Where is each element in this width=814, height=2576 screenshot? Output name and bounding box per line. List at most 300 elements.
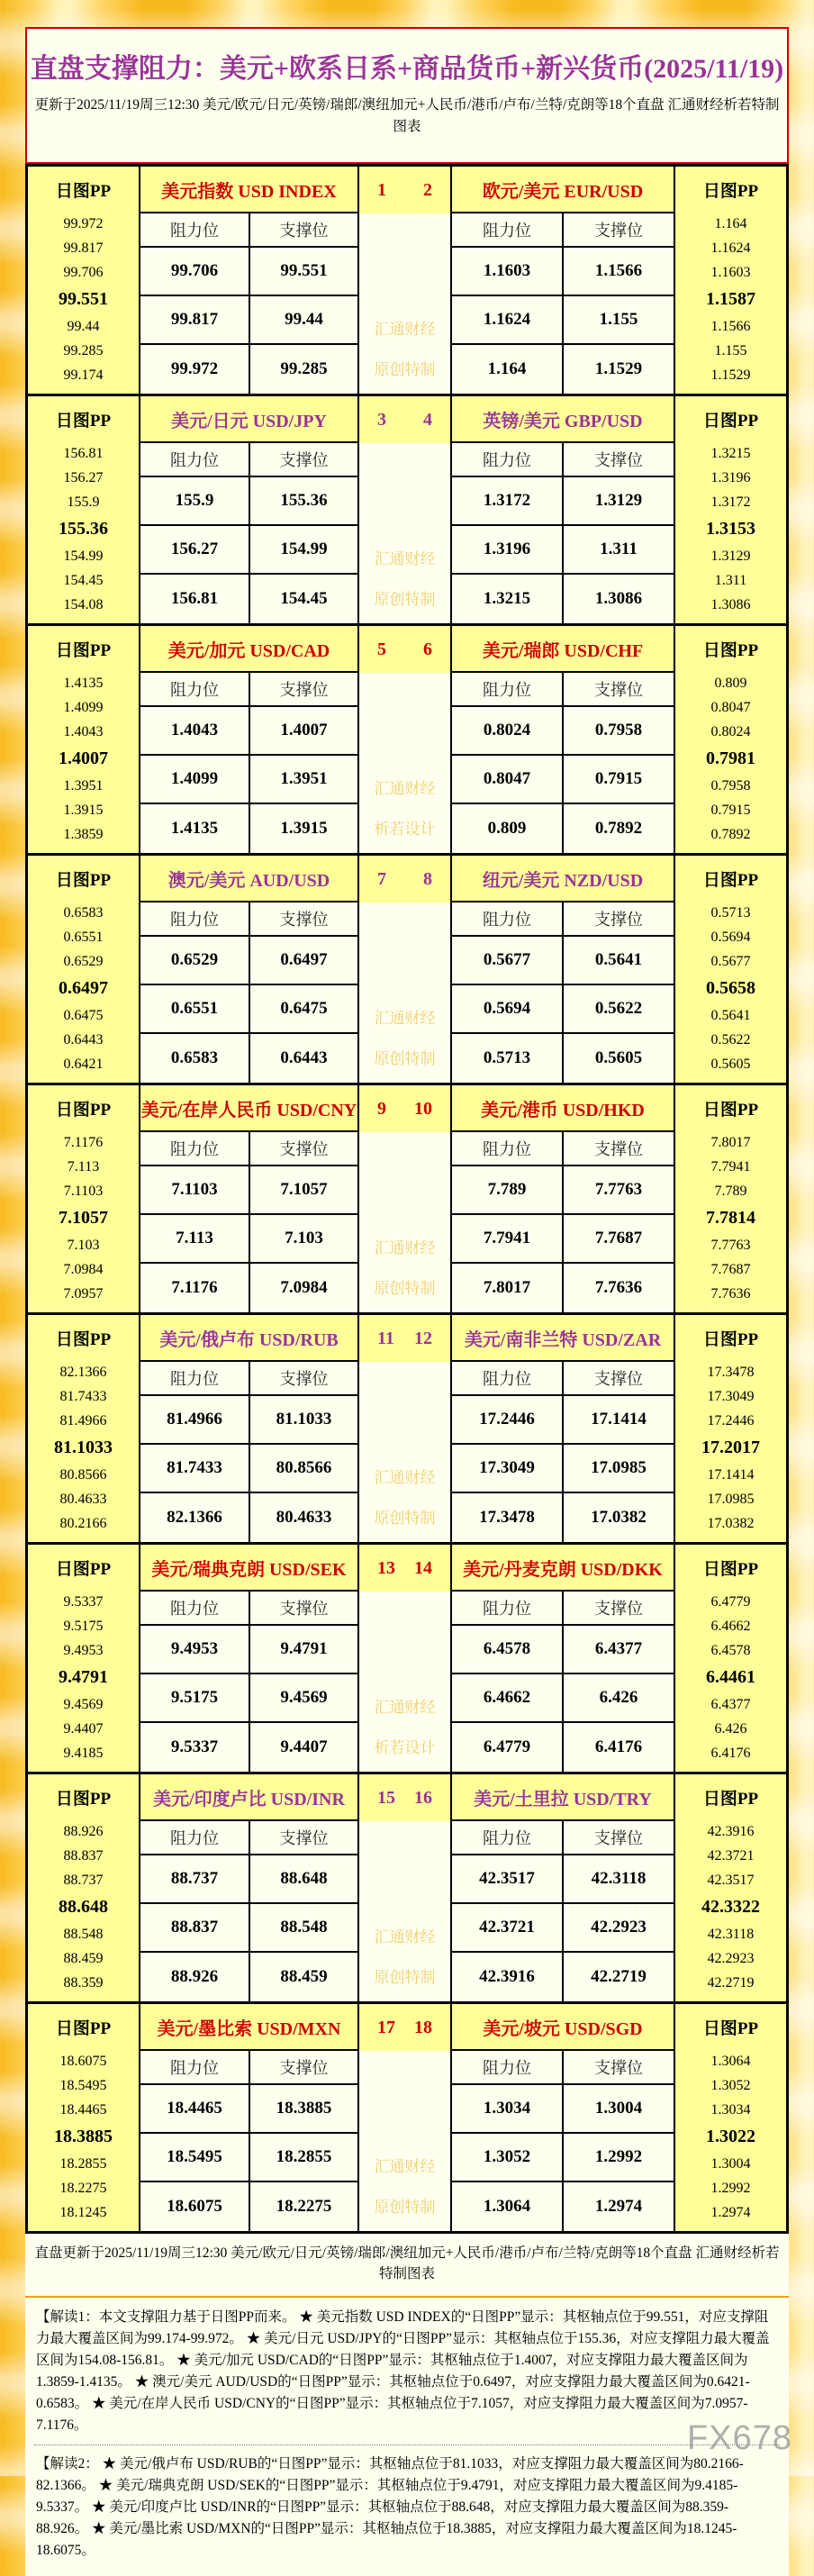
support-label: 支撑位 — [564, 903, 674, 937]
pair-title-left: 美元/印度卢比 USD/INR — [140, 1774, 357, 1821]
support-value: 0.5641 — [564, 937, 674, 985]
center-watermark — [357, 1362, 452, 1542]
section-number-left: 15 — [377, 1788, 395, 1809]
pp-value: 88.459 — [64, 1951, 104, 1967]
pair-title-left: 美元/瑞典克朗 USD/SEK — [140, 1545, 357, 1592]
pp-pivot-value: 155.36 — [59, 519, 108, 540]
center-watermark — [357, 1821, 452, 2001]
pp-value: 154.45 — [64, 573, 104, 589]
brand-watermark: FX678 — [687, 2419, 792, 2458]
resistance-label: 阻力位 — [452, 2051, 564, 2085]
pp-value: 88.926 — [64, 1824, 104, 1840]
pp-value: 7.7941 — [711, 1159, 751, 1175]
resistance-value: 42.3916 — [452, 1953, 564, 2001]
pp-value: 0.6551 — [64, 930, 104, 946]
section-numbers — [357, 2004, 452, 2051]
section-number-left: 3 — [377, 410, 386, 431]
pair-title-left: 美元指数 USD INDEX — [140, 167, 357, 213]
section-number-left: 9 — [377, 1099, 386, 1120]
support-label: 支撑位 — [250, 673, 357, 707]
support-value: 6.4176 — [564, 1723, 674, 1772]
currency-section — [28, 167, 786, 394]
pair-title-right: 英镑/美元 GBP/USD — [452, 396, 674, 443]
resistance-label: 阻力位 — [452, 443, 564, 477]
support-value: 1.1566 — [564, 248, 674, 296]
support-label: 支撑位 — [564, 1592, 674, 1626]
pp-value: 0.8024 — [711, 724, 751, 740]
pair-title-left: 美元/俄卢布 USD/RUB — [140, 1315, 357, 1362]
watermark-line-1: 汇通财经 — [375, 1005, 436, 1028]
pair-title-left: 美元/加元 USD/CAD — [140, 626, 357, 673]
pp-pivot-value: 0.7981 — [706, 748, 755, 769]
pair-title-left: 美元/墨比索 USD/MXN — [140, 2004, 357, 2051]
pp-value: 7.1176 — [64, 1135, 103, 1151]
pp-value: 42.2923 — [708, 1951, 755, 1967]
section-number-left: 1 — [377, 180, 386, 201]
pair-title-right: 美元/土里拉 USD/TRY — [452, 1774, 674, 1821]
watermark-line-2: 析若设计 — [375, 1735, 436, 1757]
support-value: 0.6497 — [250, 937, 357, 985]
support-value: 7.0984 — [250, 1264, 357, 1312]
support-label: 支撑位 — [250, 1592, 357, 1626]
resistance-value: 0.6583 — [140, 1034, 250, 1083]
section-number-right: 18 — [414, 2018, 432, 2038]
support-value: 1.3915 — [250, 804, 357, 853]
pp-value: 0.6583 — [64, 905, 104, 921]
pp-column-left — [28, 167, 140, 394]
currency-section — [28, 1312, 786, 1542]
pp-column-header: 日图PP — [675, 626, 786, 671]
pp-values — [28, 1130, 139, 1312]
pp-values — [675, 441, 786, 623]
section-numbers — [357, 1774, 452, 1821]
support-value: 1.311 — [564, 526, 674, 575]
note-paragraph-2: 【解读2： ★ 美元/俄卢布 USD/RUB的“日图PP”显示：其枢轴点位于81.1033，对应支撑阻力最大覆盖区间为80.2166-82.1366。 ★ 美元/瑞典克朗 USD/SEK的“日图PP”显示：其枢轴点位于9.4791，对应支撑阻力最大覆盖区间为9.4185-9.5337。 ★ 美元/印度卢比 USD/INR的“日图PP”显示：其枢轴点位于88.648，对应支撑阻力最大覆盖区间为88.359-88.926。 ★ 美元/墨比索 USD/MXN的“日图PP”显示：其枢轴点位于18.3885，对应支撑阻力最大覆盖区间为18.1245-18.6075。 — [34, 2444, 780, 2566]
pp-value: 6.4662 — [711, 1619, 751, 1635]
resistance-value: 1.1603 — [452, 248, 564, 296]
resistance-value: 0.809 — [452, 804, 564, 853]
pp-values — [675, 1819, 786, 2001]
center-watermark — [357, 673, 452, 853]
pair-title-right: 美元/瑞郎 USD/CHF — [452, 626, 674, 673]
currency-section — [28, 623, 786, 853]
support-value: 17.1414 — [564, 1396, 674, 1445]
watermark-line-1: 汇通财经 — [375, 1924, 436, 1946]
center-watermark — [357, 1132, 452, 1312]
resistance-value: 18.5495 — [140, 2134, 250, 2182]
pp-value: 80.8566 — [60, 1467, 107, 1483]
resistance-value: 1.4043 — [140, 707, 250, 756]
section-numbers — [357, 1545, 452, 1592]
watermark-line-2: 原创特制 — [375, 586, 436, 609]
pp-column-header: 日图PP — [28, 1315, 139, 1360]
pp-value: 0.7892 — [711, 827, 751, 843]
support-label: 支撑位 — [564, 2051, 674, 2085]
resistance-label: 阻力位 — [452, 1362, 564, 1396]
pp-values — [28, 2049, 139, 2231]
support-label: 支撑位 — [564, 673, 674, 707]
center-watermark — [357, 2051, 452, 2231]
watermark-line-2: 析若设计 — [375, 816, 436, 839]
support-value: 6.426 — [564, 1674, 674, 1723]
pp-column-right — [674, 626, 786, 853]
watermark-line-1: 汇通财经 — [375, 1465, 436, 1487]
pp-column-header: 日图PP — [28, 1085, 139, 1130]
resistance-label: 阻力位 — [140, 1362, 250, 1396]
watermark-line-1: 汇通财经 — [375, 1694, 436, 1717]
support-value: 7.7687 — [564, 1215, 674, 1264]
resistance-label: 阻力位 — [140, 903, 250, 937]
support-value: 0.7915 — [564, 756, 674, 804]
support-value: 81.1033 — [250, 1396, 357, 1445]
support-value: 154.45 — [250, 575, 357, 623]
pp-value: 1.155 — [715, 343, 747, 359]
table-footer-line: 直盘更新于2025/11/19周三12:30 美元/欧元/日元/英镑/瑞郎/澳纽加元+人民币/港币/卢布/兰特/克朗等18个直盘 汇通财经析若特制图表 — [25, 2234, 789, 2296]
pp-values — [675, 212, 786, 394]
pp-column-right — [674, 1085, 786, 1312]
resistance-value: 6.4779 — [452, 1723, 564, 1772]
resistance-value: 1.3034 — [452, 2085, 564, 2134]
pp-value: 1.311 — [715, 573, 746, 589]
section-numbers — [357, 167, 452, 213]
pp-value: 0.7915 — [711, 803, 751, 819]
pp-value: 1.3915 — [64, 803, 104, 819]
support-value: 0.7892 — [564, 804, 674, 853]
watermark-line-1: 汇通财经 — [375, 316, 436, 339]
resistance-value: 18.4465 — [140, 2085, 250, 2134]
pp-value: 17.1414 — [708, 1467, 755, 1483]
pp-column-left — [28, 626, 140, 853]
pp-value: 88.548 — [64, 1927, 104, 1943]
support-value: 9.4407 — [250, 1723, 357, 1772]
watermark-line-1: 汇通财经 — [375, 2154, 436, 2176]
resistance-value: 0.8047 — [452, 756, 564, 804]
section-number-right: 8 — [423, 869, 432, 890]
pp-column-header: 日图PP — [675, 2004, 786, 2049]
pp-value: 9.5175 — [64, 1619, 104, 1635]
pp-column-header: 日图PP — [675, 396, 786, 441]
pp-value: 42.2719 — [708, 1975, 755, 1991]
pp-column-header: 日图PP — [28, 626, 139, 671]
support-value: 80.4633 — [250, 1493, 357, 1542]
resistance-value: 17.3478 — [452, 1493, 564, 1542]
support-value: 99.44 — [250, 296, 357, 345]
pp-value: 0.6475 — [64, 1008, 104, 1024]
pp-column-right — [674, 1545, 786, 1772]
pp-value: 99.44 — [68, 319, 100, 335]
pp-value: 7.8017 — [711, 1135, 751, 1151]
resistance-value: 7.7941 — [452, 1215, 564, 1264]
content-frame — [25, 27, 789, 2576]
page-title: 直盘支撑阻力：美元+欧系日系+商品货币+新兴货币(2025/11/19) — [27, 54, 787, 84]
resistance-value: 99.972 — [140, 345, 250, 394]
pp-column-left — [28, 1545, 140, 1772]
support-value: 88.548 — [250, 1904, 357, 1953]
support-value: 9.4569 — [250, 1674, 357, 1723]
support-label: 支撑位 — [564, 1132, 674, 1166]
pp-values — [28, 901, 139, 1083]
watermark-line-1: 汇通财经 — [375, 546, 436, 568]
pp-value: 42.3517 — [708, 1873, 755, 1889]
pp-value: 1.3004 — [711, 2156, 751, 2172]
pp-value: 0.6529 — [64, 954, 104, 970]
resistance-value: 0.5694 — [452, 985, 564, 1034]
pp-value: 1.3129 — [711, 549, 751, 565]
resistance-value: 82.1366 — [140, 1493, 250, 1542]
support-value: 0.6475 — [250, 985, 357, 1034]
pp-value: 99.174 — [64, 367, 104, 384]
watermark-line-2: 原创特制 — [375, 1964, 436, 1987]
support-label: 支撑位 — [250, 903, 357, 937]
pair-title-right: 美元/南非兰特 USD/ZAR — [452, 1315, 674, 1362]
watermark-line-2: 原创特制 — [375, 1275, 436, 1298]
support-value: 88.459 — [250, 1953, 357, 2001]
pp-value: 17.3049 — [708, 1389, 755, 1405]
resistance-value: 17.3049 — [452, 1445, 564, 1493]
pp-value: 1.1603 — [711, 265, 751, 281]
support-value: 18.2855 — [250, 2134, 357, 2182]
pp-value: 9.4569 — [64, 1697, 104, 1713]
pair-title-right: 纽元/美元 NZD/USD — [452, 856, 674, 903]
center-watermark — [357, 1592, 452, 1772]
pp-value: 154.08 — [64, 597, 104, 613]
pp-value: 0.5694 — [711, 930, 751, 946]
pp-value: 155.9 — [68, 494, 100, 511]
section-number-right: 14 — [414, 1558, 432, 1579]
pp-value: 42.3721 — [708, 1848, 755, 1864]
pp-column-right — [674, 1315, 786, 1542]
pp-pivot-value: 1.3153 — [706, 519, 755, 540]
support-value: 1.2992 — [564, 2134, 674, 2182]
watermark-line-1: 汇通财经 — [375, 776, 436, 798]
pp-column-header: 日图PP — [675, 167, 786, 212]
pp-value: 9.4185 — [64, 1746, 104, 1762]
pp-value: 88.737 — [64, 1873, 104, 1889]
pp-column-left — [28, 1315, 140, 1542]
pp-value: 18.2275 — [60, 2181, 107, 2197]
resistance-label: 阻力位 — [452, 1821, 564, 1855]
pp-value: 0.809 — [715, 676, 747, 692]
support-value: 17.0382 — [564, 1493, 674, 1542]
resistance-label: 阻力位 — [452, 1592, 564, 1626]
pp-value: 0.5641 — [711, 1008, 751, 1024]
resistance-label: 阻力位 — [140, 213, 250, 248]
resistance-label: 阻力位 — [140, 1132, 250, 1166]
pp-value: 99.706 — [64, 265, 104, 281]
pp-value: 0.7958 — [711, 778, 751, 794]
pp-value: 0.6421 — [64, 1057, 104, 1073]
pp-pivot-value: 1.1587 — [706, 289, 755, 310]
section-number-left: 7 — [377, 869, 386, 890]
pp-column-left — [28, 856, 140, 1083]
pp-values — [28, 671, 139, 853]
support-label: 支撑位 — [564, 1362, 674, 1396]
support-value: 6.4377 — [564, 1626, 674, 1674]
resistance-label: 阻力位 — [140, 673, 250, 707]
pp-value: 88.359 — [64, 1975, 104, 1991]
support-value: 42.2923 — [564, 1904, 674, 1953]
pair-title-left: 美元/在岸人民币 USD/CNY — [140, 1085, 357, 1132]
pp-values — [28, 1590, 139, 1772]
resistance-value: 156.27 — [140, 526, 250, 575]
pp-value: 18.5495 — [60, 2078, 107, 2094]
pp-value: 9.4407 — [64, 1721, 104, 1737]
section-number-left: 5 — [377, 639, 386, 660]
pp-value: 80.2166 — [60, 1516, 107, 1532]
pp-column-right — [674, 2004, 786, 2231]
pp-value: 1.4099 — [64, 700, 104, 716]
resistance-value: 1.4099 — [140, 756, 250, 804]
support-value: 0.5622 — [564, 985, 674, 1034]
resistance-value: 0.6551 — [140, 985, 250, 1034]
pair-title-right: 美元/丹麦克朗 USD/DKK — [452, 1545, 674, 1592]
center-watermark — [357, 213, 452, 394]
resistance-value: 155.9 — [140, 477, 250, 526]
pp-value: 6.4578 — [711, 1643, 751, 1659]
pp-value: 0.5677 — [711, 954, 751, 970]
resistance-value: 81.4966 — [140, 1396, 250, 1445]
pp-column-left — [28, 1085, 140, 1312]
currency-section — [28, 1083, 786, 1312]
pp-values — [28, 212, 139, 394]
pp-value: 9.5337 — [64, 1594, 104, 1610]
resistance-value: 1.3172 — [452, 477, 564, 526]
pp-value: 6.4176 — [711, 1746, 751, 1762]
pp-value: 156.27 — [64, 470, 104, 486]
resistance-label: 阻力位 — [140, 1821, 250, 1855]
pp-pivot-value: 88.648 — [59, 1897, 108, 1918]
pp-value: 1.1566 — [711, 319, 751, 335]
pp-value: 1.164 — [715, 216, 747, 232]
support-label: 支撑位 — [564, 213, 674, 248]
resistance-value: 88.837 — [140, 1904, 250, 1953]
pp-values — [675, 1360, 786, 1542]
pp-column-header: 日图PP — [28, 2004, 139, 2049]
pp-value: 17.3478 — [708, 1365, 755, 1381]
section-number-right: 2 — [423, 180, 432, 201]
pp-value: 7.7763 — [711, 1238, 751, 1254]
section-numbers — [357, 856, 452, 903]
resistance-label: 阻力位 — [452, 1132, 564, 1166]
support-value: 1.3086 — [564, 575, 674, 623]
pp-value: 42.3916 — [708, 1824, 755, 1840]
pp-value: 1.4043 — [64, 724, 104, 740]
pp-values — [28, 1360, 139, 1542]
support-value: 42.2719 — [564, 1953, 674, 2001]
pp-column-right — [674, 167, 786, 394]
pp-value: 81.7433 — [60, 1389, 107, 1405]
support-label: 支撑位 — [250, 443, 357, 477]
pp-value: 80.4633 — [60, 1492, 107, 1508]
pp-column-right — [674, 396, 786, 623]
pp-value: 99.285 — [64, 343, 104, 359]
pp-pivot-value: 0.5658 — [706, 978, 755, 999]
support-value: 1.4007 — [250, 707, 357, 756]
pp-value: 1.3086 — [711, 597, 751, 613]
pp-value: 17.0382 — [708, 1516, 755, 1532]
pp-value: 0.5605 — [711, 1057, 751, 1073]
pp-value: 9.4953 — [64, 1643, 104, 1659]
support-value: 7.1057 — [250, 1166, 357, 1215]
section-numbers — [357, 1315, 452, 1362]
support-value: 0.7958 — [564, 707, 674, 756]
support-label: 支撑位 — [250, 1821, 357, 1855]
pp-value: 156.81 — [64, 446, 104, 462]
pp-value: 42.3118 — [708, 1927, 754, 1943]
pp-column-header: 日图PP — [675, 1085, 786, 1130]
support-label: 支撑位 — [250, 1362, 357, 1396]
support-value: 80.8566 — [250, 1445, 357, 1493]
pp-column-header: 日图PP — [28, 167, 139, 212]
resistance-value: 1.3196 — [452, 526, 564, 575]
resistance-value: 7.789 — [452, 1166, 564, 1215]
pp-value: 1.2974 — [711, 2205, 751, 2221]
pair-title-right: 欧元/美元 EUR/USD — [452, 167, 674, 213]
pp-value: 1.3052 — [711, 2078, 751, 2094]
pp-value: 7.113 — [68, 1159, 99, 1175]
pp-value: 1.3172 — [711, 494, 751, 511]
pp-value: 0.6443 — [64, 1032, 104, 1048]
section-number-left: 13 — [377, 1558, 395, 1579]
support-value: 17.0985 — [564, 1445, 674, 1493]
section-number-right: 6 — [423, 639, 432, 660]
pp-value: 18.4465 — [60, 2102, 107, 2118]
support-label: 支撑位 — [250, 213, 357, 248]
pp-column-header: 日图PP — [28, 856, 139, 901]
pp-pivot-value: 7.1057 — [59, 1208, 108, 1229]
resistance-label: 阻力位 — [140, 2051, 250, 2085]
section-number-right: 12 — [414, 1329, 432, 1349]
pp-pivot-value: 18.3885 — [54, 2127, 113, 2147]
resistance-value: 0.6529 — [140, 937, 250, 985]
section-numbers — [357, 1085, 452, 1132]
resistance-value: 7.1103 — [140, 1166, 250, 1215]
pp-pivot-value: 1.3022 — [706, 2127, 755, 2147]
pp-value: 7.7636 — [711, 1286, 751, 1302]
pp-value: 0.5713 — [711, 905, 751, 921]
support-value: 9.4791 — [250, 1626, 357, 1674]
resistance-value: 1.3215 — [452, 575, 564, 623]
pp-value: 1.1624 — [711, 240, 751, 257]
resistance-label: 阻力位 — [140, 443, 250, 477]
resistance-value: 9.4953 — [140, 1626, 250, 1674]
resistance-value: 156.81 — [140, 575, 250, 623]
section-numbers — [357, 626, 452, 673]
resistance-value: 42.3721 — [452, 1904, 564, 1953]
notes-box — [25, 2296, 789, 2576]
pp-value: 18.6075 — [60, 2054, 107, 2070]
support-label: 支撑位 — [564, 443, 674, 477]
pivot-table — [25, 164, 789, 2234]
pp-value: 1.3215 — [711, 446, 751, 462]
pp-column-header: 日图PP — [28, 396, 139, 441]
resistance-value: 7.1176 — [140, 1264, 250, 1312]
pp-value: 17.2446 — [708, 1413, 755, 1429]
resistance-value: 0.5677 — [452, 937, 564, 985]
resistance-value: 7.113 — [140, 1215, 250, 1264]
pp-value: 1.3064 — [711, 2054, 751, 2070]
pp-column-left — [28, 396, 140, 623]
pp-value: 81.4966 — [60, 1413, 107, 1429]
pp-column-header: 日图PP — [28, 1545, 139, 1590]
pair-title-right: 美元/坡元 USD/SGD — [452, 2004, 674, 2051]
section-number-right: 16 — [414, 1788, 432, 1809]
resistance-value: 1.1624 — [452, 296, 564, 345]
currency-section — [28, 853, 786, 1083]
pp-pivot-value: 6.4461 — [706, 1667, 755, 1688]
pp-values — [675, 901, 786, 1083]
resistance-value: 1.4135 — [140, 804, 250, 853]
